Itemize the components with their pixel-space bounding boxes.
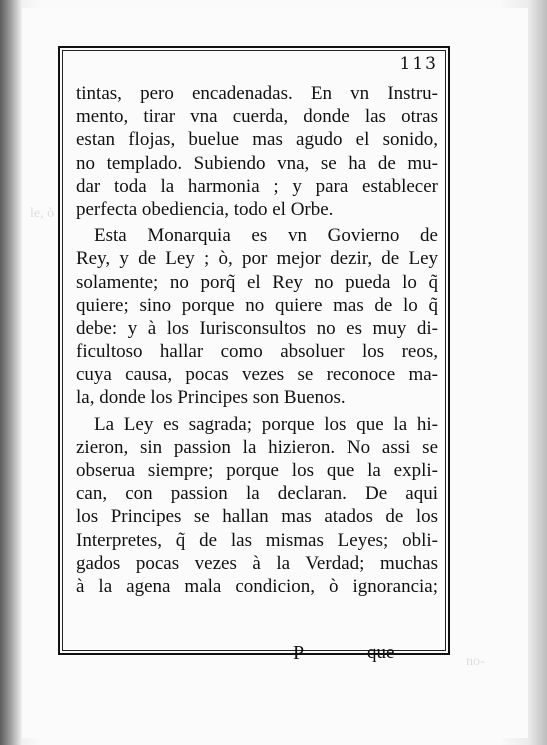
signature-mark: P [293, 642, 305, 664]
text-line: mento, tirar vna cuerda, donde las otras [76, 106, 438, 128]
text-line: Rey, y de Ley ; ò, por mejor dezir, de Ley [76, 248, 438, 270]
text-line: no templado. Subiendo vna, se ha de mu- [76, 152, 438, 174]
paragraph-1 [76, 82, 438, 221]
text-line: La Ley es sagrada; porque los que la hi- [94, 413, 438, 435]
text-line: perfecta obediencia, todo el Orbe. [76, 198, 334, 220]
text-line: Interpretes, q̃ de las mismas Leyes; obli- [76, 529, 438, 551]
text-line: tintas, pero encadenadas. En vn Instru- [76, 83, 438, 104]
text-line: ficultoso hallar como absoluer los reos, [76, 341, 438, 363]
book-page [22, 8, 528, 738]
paragraph-3 [76, 413, 438, 599]
text-line: gados pocas vezes à la Verdad; muchas [76, 552, 438, 574]
text-line: cuya causa, pocas vezes se reconoce ma- [76, 364, 438, 386]
text-line: los Principes se hallan mas atados de los [76, 506, 438, 528]
paragraph-2 [76, 224, 438, 410]
text-line: la, donde los Principes son Buenos. [76, 387, 346, 409]
text-line: Esta Monarquia es vn Govierno de [94, 225, 438, 247]
text-line: debe: y à los Iurisconsultos no es muy di- [76, 317, 438, 339]
text-line: zieron, sin passion la hizieron. No assi se [76, 436, 438, 458]
bleed-through-mark: le, ò [30, 206, 55, 221]
text-line: estan flojas, buelue mas agudo el sonido, [76, 129, 438, 151]
text-line: à la agena mala condicion, ò ignorancia; [76, 575, 438, 597]
text-line: dar toda la harmonia ; y para establecer [76, 175, 438, 197]
text-line: quiere; sino porque no quiere mas de lo q̃ [76, 294, 438, 316]
bleed-through-mark: no- [466, 654, 485, 669]
text-line: obserua siempre; porque los que la expli- [76, 460, 438, 481]
page-number: 113 [399, 54, 438, 74]
text-line: solamente; no porq̃ el Rey no pueda lo q̃ [76, 271, 438, 293]
text-frame [58, 46, 450, 655]
text-line: can, con passion la declaran. De aqui [76, 483, 438, 505]
body-text [76, 82, 438, 598]
catchword: que [367, 642, 395, 663]
